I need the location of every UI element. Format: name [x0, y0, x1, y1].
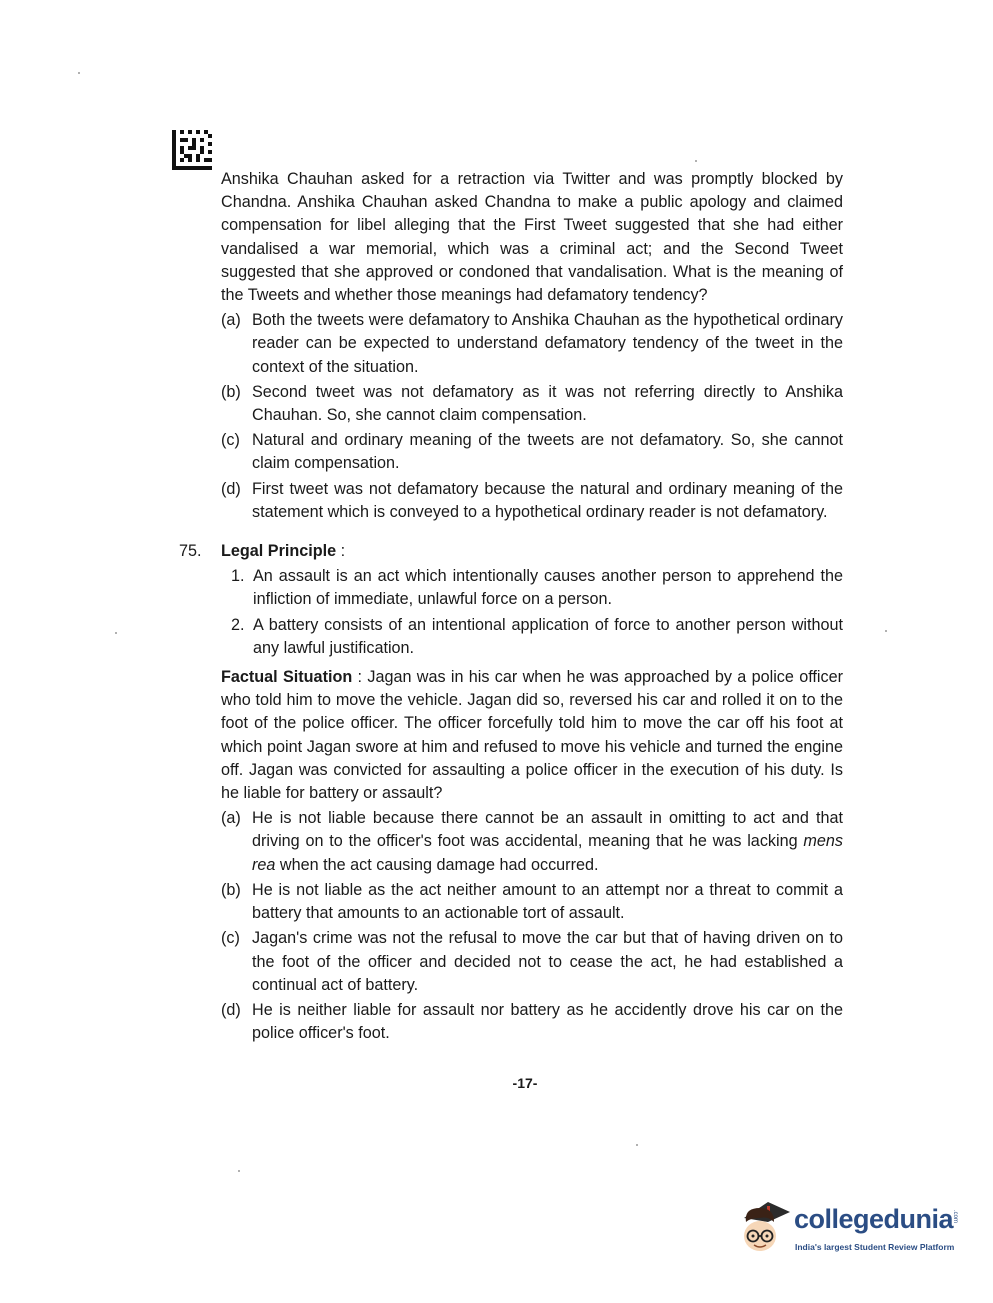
- q75-options: [221, 807, 843, 1045]
- principle-heading-line: Legal Principle :: [221, 542, 346, 561]
- principle-item: 1. An assault is an act which intentionally causes another person to apprehend the infliction of immediate, unlawful force on a person.: [231, 567, 843, 609]
- q74-option-a: (a) Both the tweets were defamatory to Anshika Chauhan as the hypothetical ordinary reader can be expected to understand defamatory tendency of the tweet in the context of the situation.: [221, 311, 843, 376]
- speck: [695, 160, 697, 162]
- page-number: -17-: [512, 1075, 538, 1091]
- q74-option-c: (c) Natural and ordinary meaning of the tweets are not defamatory. So, she cannot claim compensation.: [221, 431, 843, 473]
- question-75: [179, 540, 843, 1045]
- fact-heading: Factual Situation: [221, 668, 353, 687]
- speck: [238, 1170, 240, 1172]
- principle-heading: Legal Principle: [221, 542, 337, 561]
- q75-option-c: (c) Jagan's crime was not the refusal to move the car but that of having driven on to the foot of the officer and decided not to cease the act, he had established a continual act of battery.: [221, 929, 843, 994]
- q74-options: [221, 309, 843, 524]
- logo-suffix: .com: [952, 1210, 958, 1224]
- principle-item: 2. A battery consists of an intentional application of force to another person without any lawful justification.: [231, 615, 843, 657]
- datamatrix-code: [172, 130, 212, 170]
- q74-body: Anshika Chauhan asked for a retraction via Twitter and was promptly blocked by Chandna. Anshika Chauhan asked Chandna to make a public apology and claimed compensation for libel alleging that the First Tweet suggested that she had either vandalised a war memorial, which was a criminal act; and the Second Tweet suggested that she approved or condoned that vandalisation. What is the meaning of the Tweets and whether those meanings had defamatory tendency?: [221, 170, 843, 305]
- q75-option-b: (b) He is not liable as the act neither amount to an attempt nor a threat to commit a battery that amounts to an actionable tort of assault.: [221, 880, 843, 923]
- mascot-icon: [738, 1196, 794, 1258]
- q74-option-d: (d) First tweet was not defamatory because the natural and ordinary meaning of the statement which is conveyed to a hypothetical ordinary reader is not defamatory.: [221, 479, 843, 521]
- speck: [115, 632, 117, 634]
- q75-option-a: (a) He is not liable because there cannot be an assault in omitting to act and that driving on to the officer's foot was accidental, meaning that he was lacking mens rea when the act causing damage had occurred.: [221, 809, 843, 874]
- question-number: 75.: [179, 542, 202, 561]
- logo-wordmark: collegedunia: [794, 1204, 954, 1234]
- question-content: [179, 168, 843, 1047]
- collegedunia-logo: [738, 1196, 963, 1266]
- logo-tagline: India's largest Student Review Platform: [795, 1242, 955, 1252]
- speck: [78, 72, 80, 74]
- speck: [636, 1144, 638, 1146]
- q75-option-d: (d) He is neither liable for assault nor battery as he accidently drove his car on the police officer's foot.: [221, 1000, 843, 1043]
- principle-list: [231, 565, 843, 660]
- speck: [885, 630, 887, 632]
- q74-option-b: (b) Second tweet was not defamatory as it was not referring directly to Anshika Chauhan. So, she cannot claim compensation.: [221, 382, 843, 425]
- factual-situation: Factual Situation : Jagan was in his car when he was approached by a police officer who told him to move the vehicle. Jagan did so, reversed his car and rolled it on to the foot of the police officer. The officer forcefully told him to move the car off his foot at which point Jagan swore at him and refused to move his vehicle and turned the engine off. Jagan was convicted for assaulting a police officer in the execution of his duty. Is he liable for battery or assault?: [221, 668, 843, 803]
